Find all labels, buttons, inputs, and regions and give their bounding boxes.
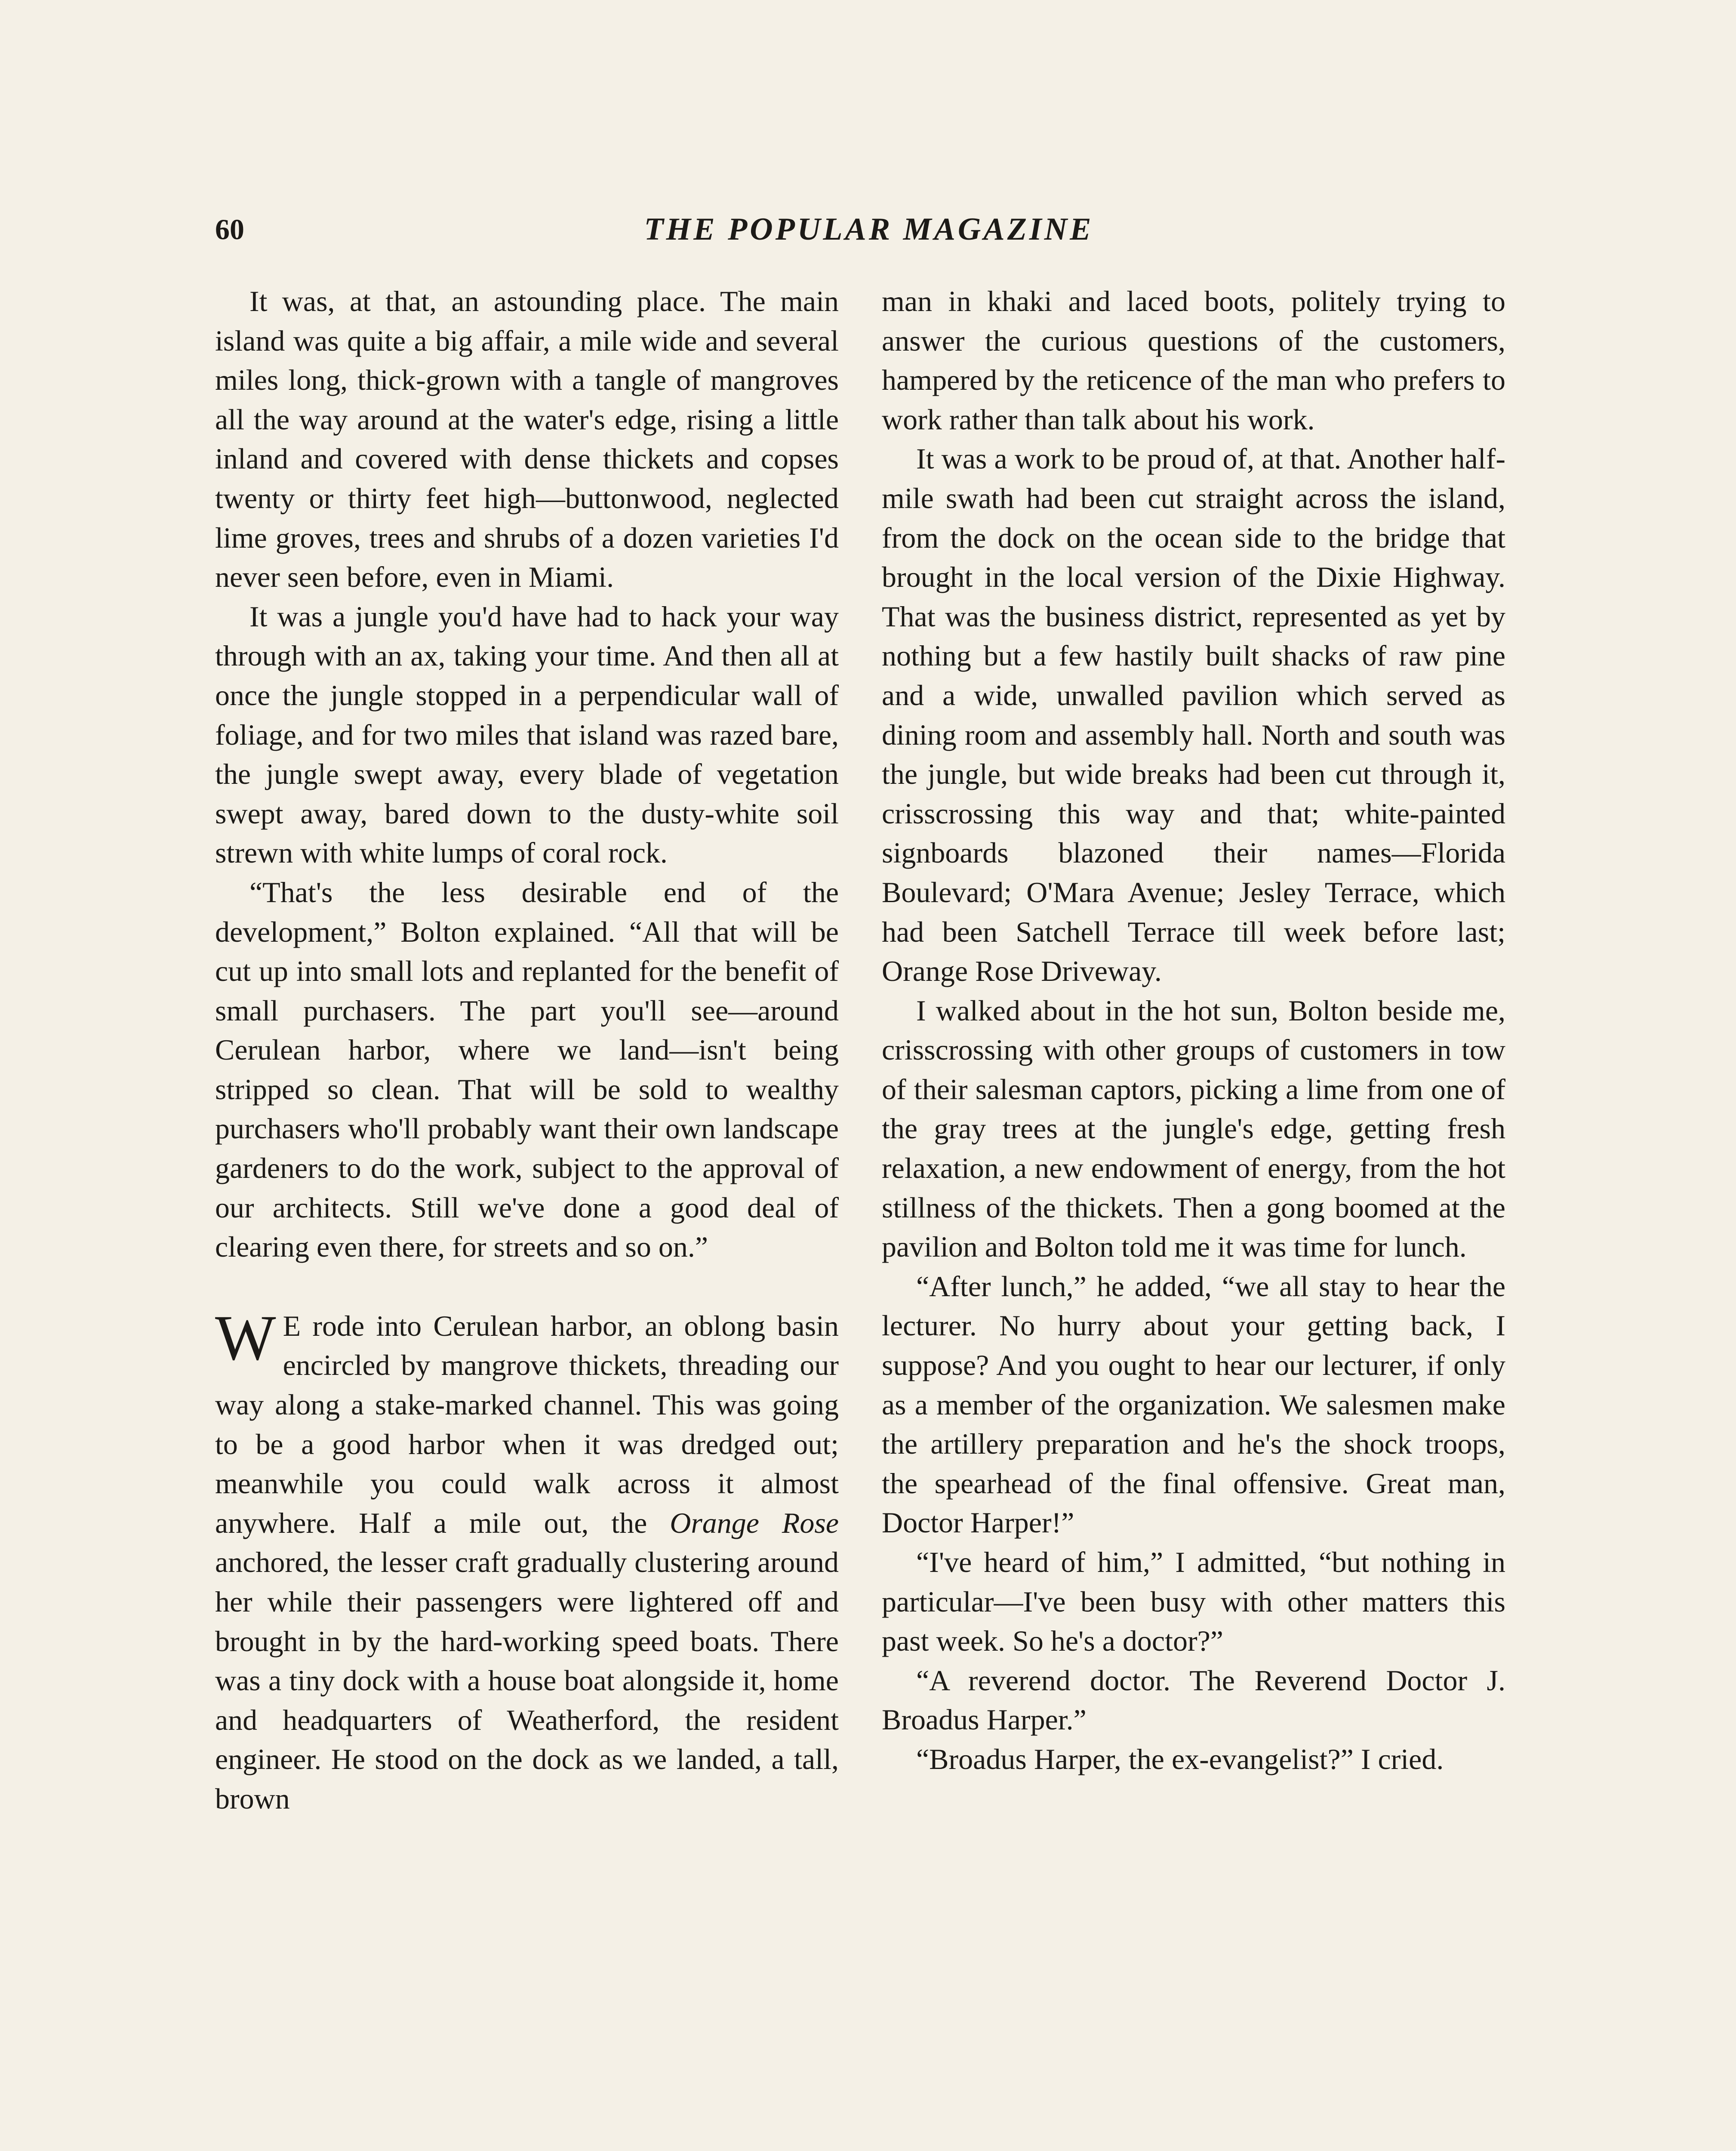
- paragraph-dropcap: [215, 1302, 839, 1819]
- paragraph: man in khaki and laced boots, politely trying to answer the curious questions of the customers, hampered by the reticence of the man who prefers to work rather than talk about his work.: [882, 285, 1505, 436]
- paragraph: “Broadus Harper, the ex-evangelist?” I cried.: [916, 1742, 1444, 1775]
- page-header: [215, 206, 1523, 253]
- paragraph-text: anchored, the lesser craft gradually clustering around her while their passengers were lightered off and brought in by the hard-working speed boats. There was a tiny dock with a house boat alongside it, home and headquarters of Weatherford, the resident engineer. He stood on the dock as we landed, a tall, brown: [215, 1546, 839, 1815]
- section-break: [215, 1267, 839, 1307]
- running-title: THE POPULAR MAGAZINE: [644, 212, 1094, 247]
- paragraph: “That's the less desirable end of the development,” Bolton explained. “All that will be cut up into small lots and replanted for the benefit of small purchasers. The part you'll see—around Cerulean harbor, where we land—isn't being stripped so clean. That will be sold to wealthy purchasers who'll probably want their own landscape gardeners to do the work, subject to the approval of our architects. Still we've done a good deal of clearing even there, for streets and so on.”: [215, 875, 839, 1263]
- paragraph: “After lunch,” he added, “we all stay to hear the lecturer. No hurry about your getting back, I suppose? And you ought to hear our lecturer, if only as a member of the organization. We salesmen make the artillery preparation and he's the shock troops, the spearhead of the final offensive. Great man, Doctor Harper!”: [882, 1270, 1505, 1539]
- paragraph: It was a work to be proud of, at that. Another half-mile swath had been cut straight across the island, from the dock on the ocean side to the bridge that brought in the local version of the Dixie Highway. That was the business district, represented as yet by nothing but a few hastily built shacks of raw pine and a wide, unwalled pavilion which served as dining room and assembly hall. North and south was the jungle, but wide breaks had been cut through it, crisscrossing this way and that; white-painted signboards blazoned their names—Florida Boulevard; O'Mara Avenue; Jesley Terrace, which had been Satchell Terrace till week before last; Orange Rose Driveway.: [882, 442, 1505, 988]
- drop-cap: W: [215, 1302, 276, 1374]
- paragraph: It was a jungle you'd have had to hack your way through with an ax, taking your time. And then all at once the jungle stopped in a perpendicular wall of foliage, and for two miles that island was razed bare, the jungle swept away, every blade of vegetation swept away, bared down to the dusty-white soil strewn with white lumps of coral rock.: [215, 600, 839, 869]
- paragraph: “I've heard of him,” I admitted, “but nothing in particular—I've been busy with other matters this past week. So he's a doctor?”: [882, 1546, 1505, 1658]
- paragraph: It was, at that, an astounding place. The main island was quite a big affair, a mile wide and several miles long, thick-grown with a tangle of mangroves all the way around at the water's edge, rising a little inland and covered with dense thickets and copses twenty or thirty feet high—buttonwood, neglected lime groves, trees and shrubs of a dozen varieties I'd never seen before, even in Miami.: [215, 285, 839, 594]
- right-column: [882, 282, 1505, 1779]
- paragraph-text: E rode into Cerulean harbor, an oblong basin encircled by mangrove thickets, threading our way along a stake-marked channel. This was going to be a good harbor when it was dredged out; meanwhile you could walk across it almost anywhere. Half a mile out, the: [215, 1309, 839, 1539]
- ship-name: Orange Rose: [670, 1506, 839, 1539]
- paragraph: “A reverend doctor. The Reverend Doctor J. Broadus Harper.”: [882, 1664, 1505, 1736]
- page-number: 60: [215, 213, 244, 246]
- paragraph: I walked about in the hot sun, Bolton beside me, crisscrossing with other groups of customers in tow of their salesman captors, picking a lime from one of the gray trees at the jungle's edge, getting fresh relaxation, a new endowment of energy, from the hot stillness of the thickets. Then a gong boomed at the pavilion and Bolton told me it was time for lunch.: [882, 994, 1505, 1263]
- left-column: [215, 282, 839, 1819]
